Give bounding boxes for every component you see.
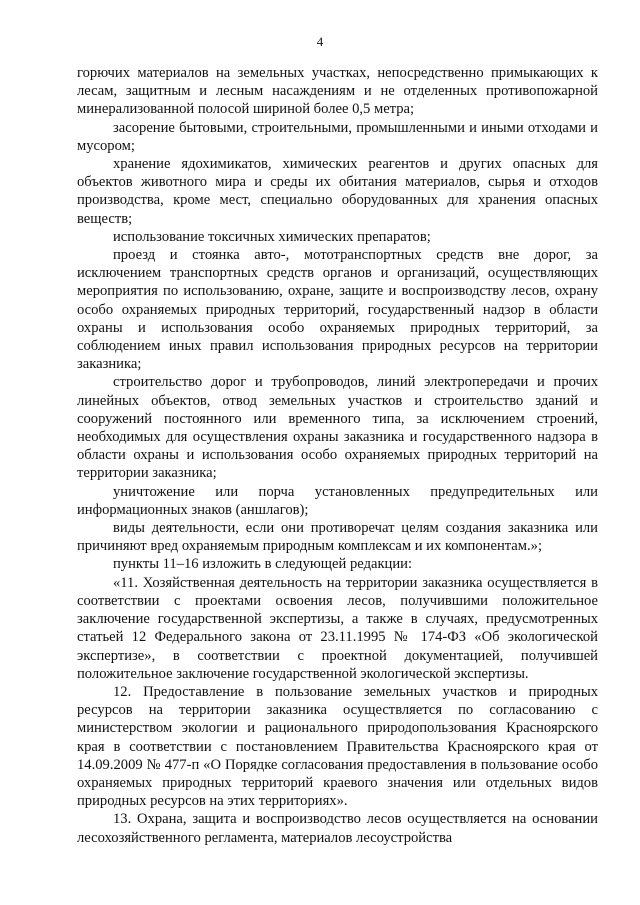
page-number: 4 bbox=[316, 34, 324, 49]
paragraph: использование токсичных химических препаратов; bbox=[113, 228, 431, 245]
paragraph: строительство дорог и трубопроводов, линий электропередачи и прочих линейных объектов, отвод земельных участков и строительство зданий и сооружений постоянного или временного типа, за исключением строений, необходимых для осуществления охраны заказника и государственного надзора в области охраны и использования особо охраняемых природных территорий на территории заказника; bbox=[77, 374, 598, 482]
paragraph: засорение бытовыми, строительными, промышленными и иными отходами и мусором; bbox=[77, 119, 598, 154]
paragraph-item-13: 13. Охрана, защита и воспроизводство лесов осуществляется на основании лесохозяйственного регламента, материалов лесоустройства bbox=[77, 811, 598, 846]
paragraph: горючих материалов на земельных участках, непосредственно примыкающих к лесам, защитным и лесным насаждениям и не отделенных противопожарной минерализованной полосой шириной более 0,5 метра; bbox=[77, 65, 598, 118]
paragraph: проезд и стоянка авто-, мототранспортных средств вне дорог, за исключением транспортных средств органов и организаций, осуществляющих мероприятия по использованию, охране, защите и воспроизводству лесов, охрану особо охраняемых природных территорий, государственный надзор в области охраны и использования особо охраняемых природных территорий, за соблюдением иных правил использования природных ресурсов на территории заказника; bbox=[77, 247, 598, 373]
paragraph: уничтожение или порча установленных предупредительных или информационных знаков (аншлагов); bbox=[77, 483, 598, 518]
paragraph-item-11: «11. Хозяйственная деятельность на территории заказника осуществляется в соответствии с проектами освоения лесов, получившими положительное заключение государственной экспертизы, а также в случаях, предусмотренных статьей 12 Федерального закона от 23.11.1995 № 174-ФЗ «Об экологической экспертизе», в соответствии с проектной документацией, получившей положительное заключение государственной экологической экспертизы. bbox=[77, 574, 598, 682]
paragraph: хранение ядохимикатов, химических реагентов и других опасных для объектов животного мира и среды их обитания материалов, сырья и отходов производства, кроме мест, специально оборудованных для хранения опасных веществ; bbox=[77, 156, 598, 227]
paragraph-item-12: 12. Предоставление в пользование земельных участков и природных ресурсов на территории заказника осуществляется по согласованию с министерством экологии и рационального природопользования Красноярского края в соответствии с постановлением Правительства Красноярского края от 14.09.2009 № 477-п «О Порядке согласования предоставления в пользование особо охраняемых природных территорий краевого значения или отдельных видов природных ресурсов на этих территориях». bbox=[77, 683, 598, 810]
document-body bbox=[77, 64, 598, 847]
paragraph: виды деятельности, если они противоречат целям создания заказника или причиняют вред охраняемым природным комплексам и их компонентам.»; bbox=[77, 520, 598, 555]
paragraph: пункты 11–16 изложить в следующей редакции: bbox=[113, 556, 413, 573]
